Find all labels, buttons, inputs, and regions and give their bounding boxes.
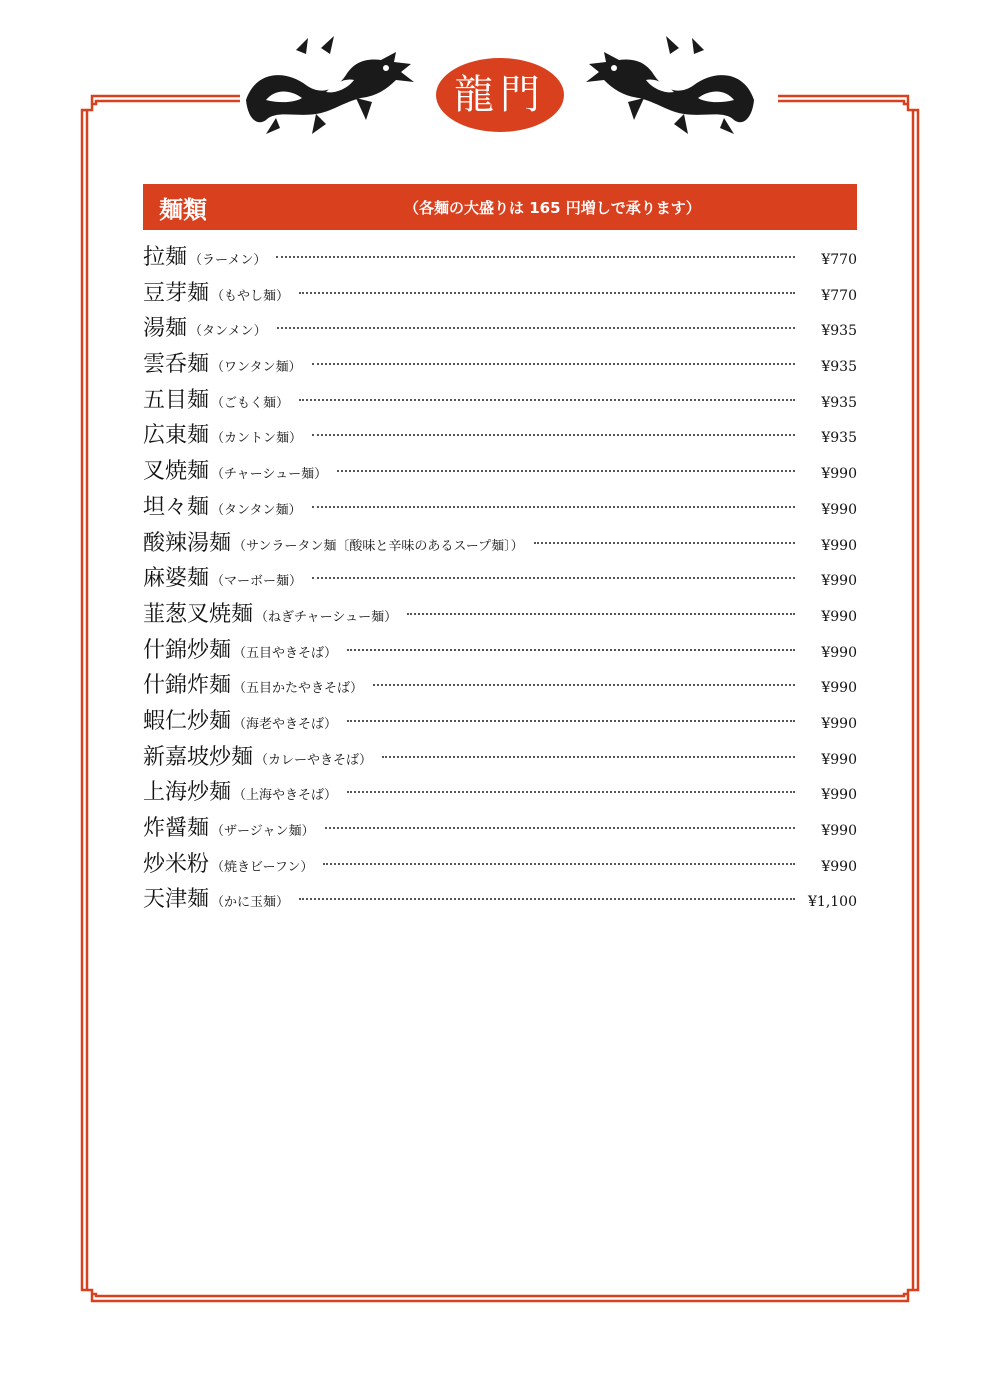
menu-item-reading: （海老やきそば） (233, 716, 338, 732)
menu-item-price: ¥990 (821, 466, 857, 483)
menu-item-price: ¥990 (821, 608, 857, 625)
dragon-left-icon (236, 30, 436, 140)
menu-item-name: 炸醤麺 (143, 816, 210, 841)
logo-text: 龍門 (454, 72, 546, 118)
dotted-leader (325, 827, 796, 829)
menu-item-reading: （五目やきそば） (233, 645, 338, 661)
menu-item-price: ¥990 (821, 573, 857, 590)
menu-item (143, 847, 857, 883)
menu-item (143, 347, 857, 383)
menu-item-price: ¥990 (821, 787, 857, 804)
menu-item-price: ¥935 (821, 323, 857, 340)
menu-item-reading: （上海やきそば） (233, 788, 338, 804)
menu-item-reading: （焼きビーフン） (211, 859, 314, 875)
menu-item-price: ¥990 (821, 823, 857, 839)
menu-item-price: ¥935 (821, 394, 857, 411)
dotted-leader (299, 898, 795, 900)
menu-item (143, 740, 857, 776)
dotted-leader (312, 363, 796, 365)
dotted-leader (407, 613, 795, 615)
menu-item (143, 383, 857, 419)
menu-item-price: ¥770 (821, 252, 857, 268)
menu-item (143, 633, 857, 669)
dotted-leader (312, 506, 796, 508)
menu-item-name: 新嘉坡炒麺 (143, 744, 254, 770)
dotted-leader (373, 684, 795, 686)
dotted-leader (312, 434, 795, 436)
menu-item (143, 311, 857, 347)
menu-item-name: 湯麺 (143, 316, 188, 342)
menu-item-price: ¥770 (821, 287, 857, 304)
menu-item-reading: （マーボー麺） (211, 574, 303, 590)
menu-item (143, 811, 857, 847)
menu-item (143, 418, 857, 454)
menu-item-name: 蝦仁炒麺 (143, 708, 232, 734)
menu-item-reading: （ザージャン麺） (211, 824, 315, 839)
menu-item-name: 酸辣湯麺 (143, 530, 232, 556)
menu-item-price: ¥935 (821, 359, 857, 376)
menu-item (143, 454, 857, 490)
dotted-leader (534, 542, 795, 544)
menu-item-reading: （カレーやきそば） (255, 752, 373, 768)
dotted-leader (347, 649, 795, 651)
menu-item-price: ¥935 (821, 430, 857, 447)
menu-item-name: 韮葱叉焼麺 (143, 601, 254, 627)
menu-item (143, 882, 857, 918)
menu-item-name: 雲呑麺 (143, 352, 210, 378)
menu-item-price: ¥1,100 (808, 894, 857, 911)
dotted-leader (337, 470, 795, 472)
section-title: 麺類 (159, 195, 207, 224)
menu-item-reading: （もやし麺） (211, 288, 290, 304)
menu-item-price: ¥990 (821, 644, 857, 661)
section-header (143, 184, 857, 230)
menu-item-name: 坦々麺 (143, 494, 210, 520)
menu-item-reading: （ねぎチャーシュー麺） (255, 609, 398, 625)
dragon-right-icon (564, 30, 764, 140)
menu-item-name: 上海炒麺 (143, 780, 232, 806)
menu-item-reading: （ごもく麺） (211, 395, 290, 411)
menu-item-reading: （五目かたやきそば） (233, 681, 364, 697)
menu-list (143, 240, 857, 918)
menu-item-name: 広東麺 (143, 423, 210, 449)
menu-item (143, 561, 857, 597)
menu-item (143, 240, 857, 276)
menu-item-name: 什錦炸麺 (143, 673, 232, 699)
menu-item-reading: （サンラータン麺〔酸味と辛味のあるスープ麺〕） (233, 538, 524, 554)
menu-item (143, 526, 857, 562)
menu-item (143, 775, 857, 811)
dotted-leader (323, 863, 795, 865)
menu-item-reading: （タンタン麺） (211, 502, 302, 518)
menu-item-price: ¥990 (821, 751, 857, 768)
menu-item-reading: （タンメン） (189, 324, 267, 340)
dotted-leader (312, 577, 795, 579)
menu-item-name: 豆芽麺 (143, 280, 210, 306)
menu-item-price: ¥990 (821, 537, 857, 554)
menu-item (143, 276, 857, 312)
menu-item-name: 拉麺 (143, 245, 188, 270)
menu-item (143, 597, 857, 633)
menu-item-name: 麻婆麺 (143, 566, 210, 592)
menu-item-name: 炒米粉 (143, 851, 210, 877)
dotted-leader (347, 791, 795, 793)
menu-item-price: ¥990 (821, 858, 857, 875)
menu-item-reading: （チャーシュー麺） (211, 467, 328, 483)
menu-item (143, 704, 857, 740)
menu-item-reading: （ラーメン） (189, 253, 267, 268)
dotted-leader (299, 399, 795, 401)
menu-item-reading: （ワンタン麺） (211, 360, 302, 376)
menu-item (143, 668, 857, 704)
menu-item-name: 叉焼麺 (143, 459, 210, 485)
menu-item-reading: （カントン麺） (211, 431, 303, 447)
menu-item-name: 天津麺 (143, 887, 210, 913)
menu-item-price: ¥990 (821, 501, 857, 518)
dotted-leader (277, 327, 795, 329)
dotted-leader (382, 756, 795, 758)
menu-item-name: 五目麺 (143, 387, 210, 413)
dotted-leader (276, 256, 795, 258)
menu-item-reading: （かに玉麺） (211, 895, 290, 911)
menu-item-name: 什錦炒麺 (143, 637, 232, 663)
menu-item (143, 490, 857, 526)
restaurant-logo (436, 58, 564, 132)
menu-item-price: ¥990 (821, 680, 857, 697)
dotted-leader (347, 720, 795, 722)
dotted-leader (299, 292, 795, 294)
menu-item-price: ¥990 (821, 715, 857, 732)
section-note: （各麺の大盛りは 165 円増しで承ります） (404, 198, 701, 217)
